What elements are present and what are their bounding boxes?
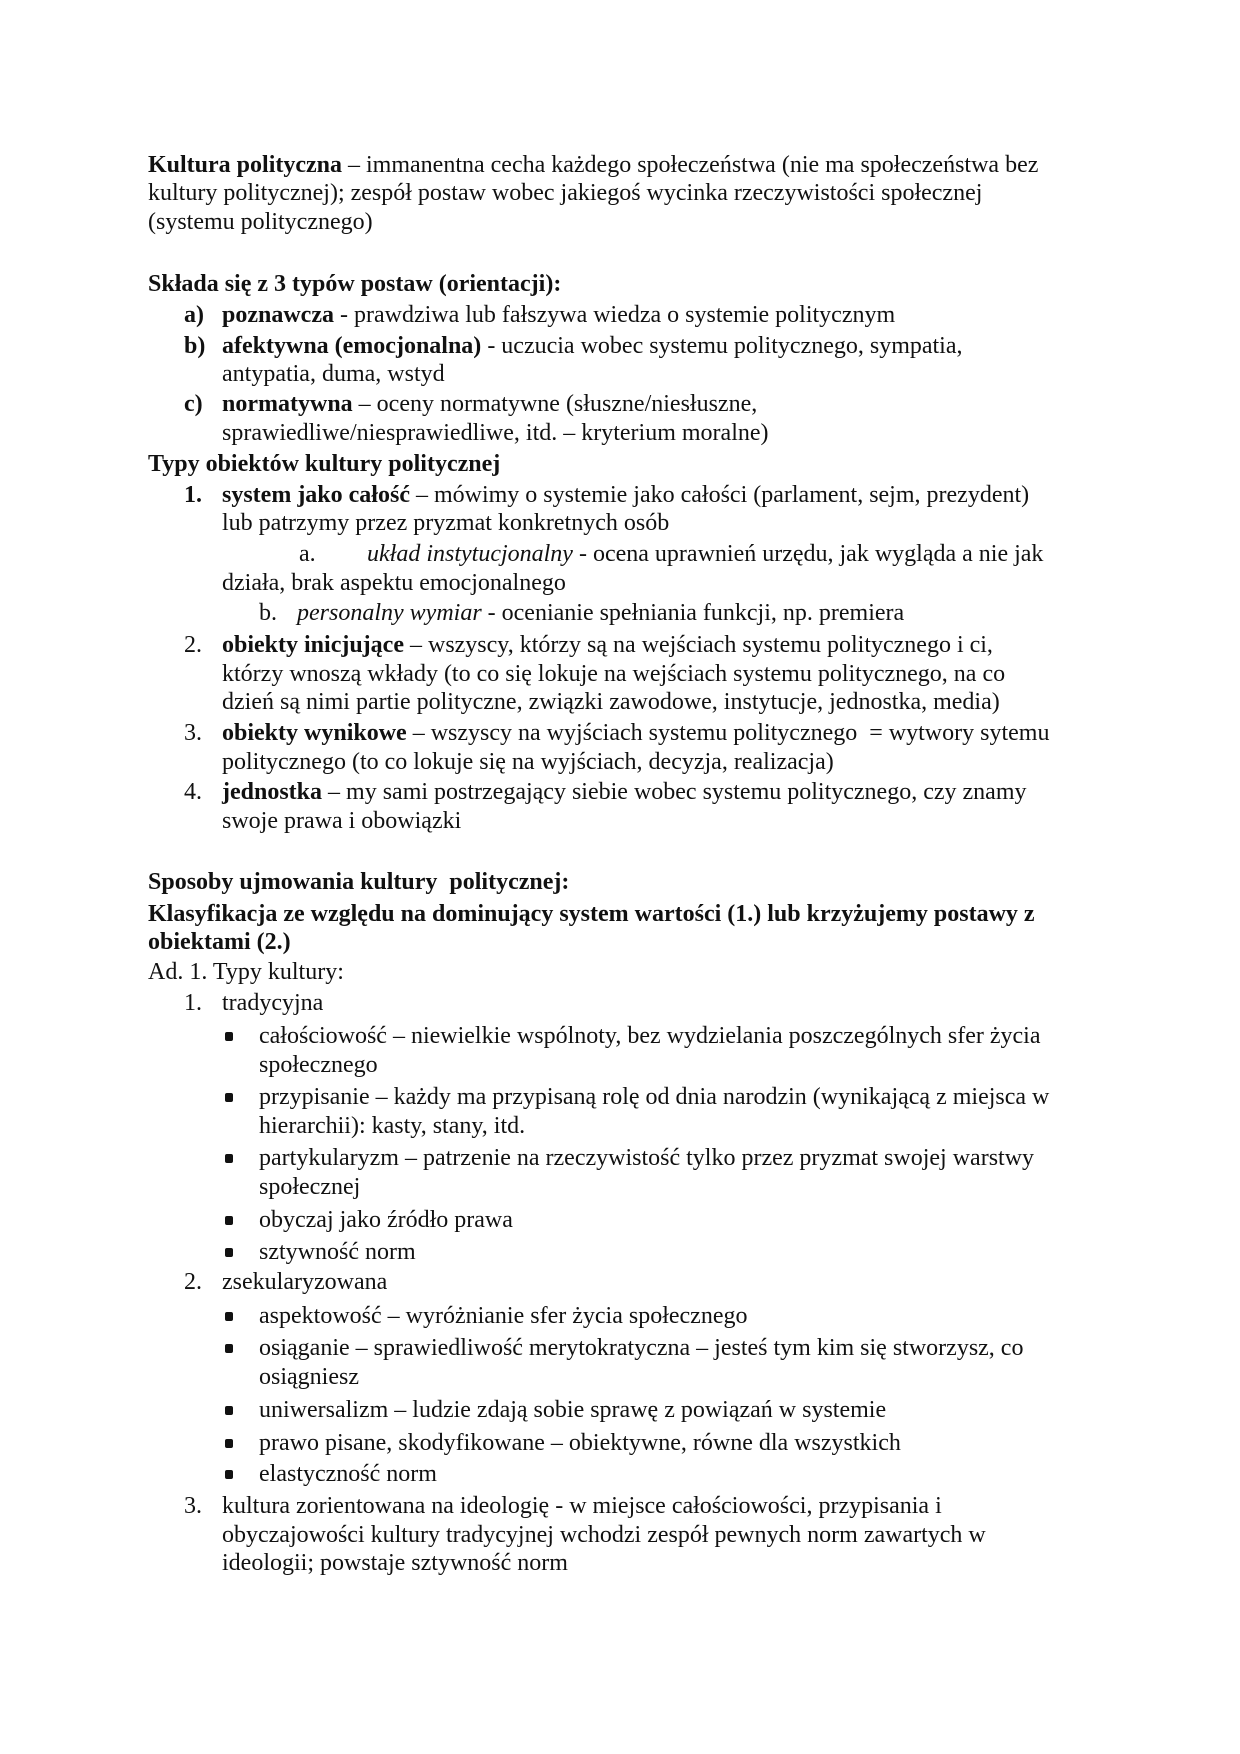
text-run: – oceny normatywne (słuszne/niesłuszne, (352, 391, 758, 417)
text-run: osiąganie – sprawiedliwość merytokratyczna – jesteś tym kim się stworzysz, co (259, 1335, 1024, 1361)
text-line (222, 1521, 986, 1549)
text-line (259, 1238, 416, 1266)
text-line (222, 509, 669, 537)
bold-term: Typy obiektów kultury politycznej (148, 451, 501, 477)
text-line (259, 1144, 1034, 1172)
text-run: społecznego (259, 1052, 378, 1078)
italic-term: układ instytucjonalny (367, 541, 573, 567)
text-line (222, 807, 461, 835)
text-line (222, 569, 566, 597)
text-line (222, 390, 757, 418)
text-run: - uczucia wobec systemu politycznego, sympatia, (481, 333, 963, 359)
text-line (259, 1396, 886, 1424)
text-run: ideologii; powstaje sztywność norm (222, 1550, 568, 1576)
text-run: uniwersalizm – ludzie zdają sobie sprawę z powiązań w systemie (259, 1397, 887, 1423)
text-line (222, 301, 895, 329)
text-line (259, 1429, 901, 1457)
text-line (148, 151, 1038, 179)
text-line (259, 1302, 747, 1330)
text-run: - prawdziwa lub fałszywa wiedza o systemie politycznym (333, 302, 896, 328)
text-line (222, 332, 963, 360)
text-line (259, 1173, 360, 1201)
italic-term: personalny wymiar (297, 600, 482, 626)
text-run: – immanentna cecha każdego społeczeństwa (nie ma społeczeństwa bez (342, 152, 1039, 178)
bullet-icon (225, 1216, 233, 1225)
text-run: przypisanie – każdy ma przypisaną rolę od dnia narodzin (wynikającą z miejsca w (259, 1084, 1050, 1110)
bold-term: obiekty wynikowe (222, 720, 407, 746)
bold-term: jednostka (222, 779, 323, 805)
text-run: politycznego (to co lokuje się na wyjściach, decyzja, realizacja) (222, 749, 834, 775)
text-line (297, 599, 904, 627)
text-run: – wszyscy, którzy są na wejściach systemu politycznego i ci, (403, 632, 993, 658)
text-run: elastyczność norm (259, 1461, 437, 1487)
list-marker: a. (299, 541, 316, 567)
list-marker: 2. (184, 632, 202, 658)
list-marker: b) (184, 333, 206, 359)
bold-term: normatywna (222, 391, 353, 417)
bold-term: system jako całość (222, 482, 410, 508)
list-marker: 3. (184, 720, 202, 746)
bullet-icon (225, 1344, 233, 1353)
text-run: lub patrzymy przez pryzmat konkretnych osób (222, 510, 670, 536)
text-run: antypatia, duma, wstyd (222, 361, 445, 387)
text-line (148, 928, 291, 956)
text-line (259, 1334, 1023, 1362)
text-run: partykularyzm – patrzenie na rzeczywistość tylko przez pryzmat swojej warstwy (259, 1145, 1035, 1171)
text-line (148, 208, 373, 236)
text-run: Ad. 1. Typy kultury: (148, 959, 344, 985)
text-line (259, 1112, 525, 1140)
text-line (259, 1051, 378, 1079)
text-run: tradycyjna (222, 990, 324, 1016)
text-line (148, 868, 569, 896)
bold-term: Klasyfikacja ze względu na dominujący system wartości (1.) lub krzyżujemy postawy z (148, 901, 1035, 927)
list-marker: 1. (184, 990, 202, 1016)
text-line (259, 1206, 513, 1234)
bold-term: afektywna (emocjonalna) (222, 333, 482, 359)
text-run: – mówimy o systemie jako całości (parlament, sejm, prezydent) (409, 482, 1030, 508)
text-line (222, 481, 1029, 509)
text-line (222, 778, 1026, 806)
text-run: którzy wnoszą wkłady (to co się lokuje na wejściach systemu politycznego, na co (222, 661, 1006, 687)
bold-term: obiektami (2.) (148, 929, 291, 955)
text-line (259, 1022, 1041, 1050)
text-line (222, 360, 445, 388)
text-run: obyczajowości kultury tradycyjnej wchodzi zespół pewnych norm zawartych w (222, 1522, 986, 1548)
text-run: swoje prawa i obowiązki (222, 808, 462, 834)
bullet-icon (225, 1470, 233, 1479)
text-run: dzień są nimi partie polityczne, związki zawodowe, instytucje, jednostka, media) (222, 689, 1000, 715)
text-run: kultura zorientowana na ideologię - w miejsce całościowości, przypisania i (222, 1493, 942, 1519)
bullet-icon (225, 1406, 233, 1415)
text-run: działa, brak aspektu emocjonalnego (222, 570, 566, 596)
text-line (222, 1549, 568, 1577)
text-line (367, 540, 1043, 568)
text-run: aspektowość – wyróżnianie sfer życia społecznego (259, 1303, 748, 1329)
text-run: osiągniesz (259, 1364, 359, 1390)
list-marker: a) (184, 302, 204, 328)
text-line (222, 660, 1005, 688)
text-run: społecznej (259, 1174, 361, 1200)
list-marker: 3. (184, 1493, 202, 1519)
text-line (222, 1268, 387, 1296)
text-line (222, 748, 834, 776)
bullet-icon (225, 1248, 233, 1257)
list-marker: 2. (184, 1269, 202, 1295)
bold-term: poznawcza (222, 302, 334, 328)
text-run: - ocena uprawnień urzędu, jak wygląda a nie jak (572, 541, 1044, 567)
text-run: hierarchii): kasty, stany, itd. (259, 1113, 526, 1139)
list-marker: 4. (184, 779, 202, 805)
text-run: (systemu politycznego) (148, 209, 373, 235)
text-line (222, 419, 769, 447)
text-run: kultury politycznej); zespół postaw wobec jakiegoś wycinka rzeczywistości społecznej (148, 180, 983, 206)
list-marker: b. (259, 600, 277, 626)
bold-term: Sposoby ujmowania kultury politycznej: (148, 869, 570, 895)
text-line (148, 179, 982, 207)
text-line (148, 450, 500, 478)
text-run: zsekularyzowana (222, 1269, 388, 1295)
list-marker: c) (184, 391, 203, 417)
text-line (222, 989, 323, 1017)
text-line (222, 1492, 942, 1520)
text-line (259, 1083, 1049, 1111)
text-run: – wszyscy na wyjściach systemu politycznego = wytwory sytemu (406, 720, 1050, 746)
text-run: obyczaj jako źródło prawa (259, 1207, 513, 1233)
text-run: – my sami postrzegający siebie wobec systemu politycznego, czy znamy (322, 779, 1027, 805)
text-run: całościowość – niewielkie wspólnoty, bez wydzielania poszczególnych sfer życia (259, 1023, 1041, 1049)
text-line (148, 270, 561, 298)
text-line (222, 631, 993, 659)
text-run: sztywność norm (259, 1239, 416, 1265)
text-line (259, 1460, 437, 1488)
text-line (148, 958, 344, 986)
bold-term: Składa się z 3 typów postaw (orientacji): (148, 271, 562, 297)
list-marker: 1. (184, 482, 202, 508)
bullet-icon (225, 1032, 233, 1041)
text-run: - ocenianie spełniania funkcji, np. premiera (481, 600, 905, 626)
bullet-icon (225, 1093, 233, 1102)
text-run: sprawiedliwe/niesprawiedliwe, itd. – kryterium moralne) (222, 420, 769, 446)
text-line (259, 1363, 359, 1391)
bullet-icon (225, 1312, 233, 1321)
bold-term: Kultura polityczna (148, 152, 343, 178)
bold-term: obiekty inicjujące (222, 632, 404, 658)
bullet-icon (225, 1439, 233, 1448)
text-line (222, 688, 1000, 716)
bullet-icon (225, 1154, 233, 1163)
text-line (222, 719, 1049, 747)
text-run: prawo pisane, skodyfikowane – obiektywne, równe dla wszystkich (259, 1430, 901, 1456)
text-line (148, 900, 1035, 928)
